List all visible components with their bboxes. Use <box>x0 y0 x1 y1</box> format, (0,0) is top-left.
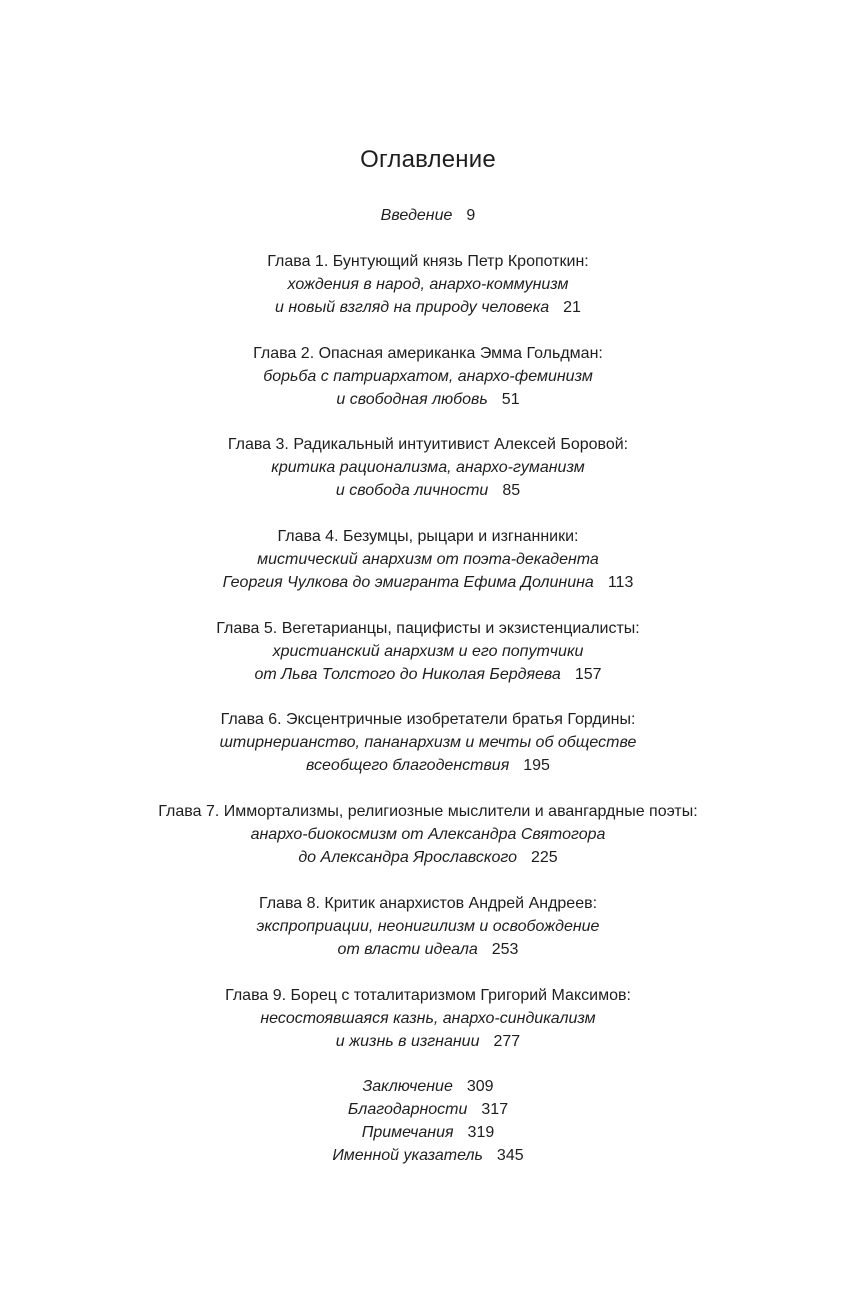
toc-page-number: 253 <box>491 941 519 958</box>
chapter-subtitle: и жизнь в изгнании <box>335 1033 480 1050</box>
chapter-subtitle-last <box>0 388 856 411</box>
toc-page-number: 319 <box>467 1124 495 1141</box>
toc-entry-label: Именной указатель <box>332 1147 483 1164</box>
chapter-heading: Глава 2. Опасная американка Эмма Гольдман: <box>253 345 603 362</box>
chapter-subtitle: штирнерианство, пананархизм и мечты об обществе <box>219 734 637 751</box>
toc-page-number: 317 <box>481 1101 509 1118</box>
chapter-subtitle-last <box>0 1030 856 1053</box>
page-title: Оглавление <box>360 146 496 173</box>
toc-page-number: 113 <box>607 574 634 591</box>
toc-page-number: 345 <box>496 1147 524 1164</box>
chapter-subtitle-last <box>0 296 856 319</box>
chapter-subtitle-last <box>0 571 856 594</box>
chapter-subtitle: анархо-биокосмизм от Александра Святогора <box>250 826 606 843</box>
chapter-subtitle: критика рационализма, анархо-гуманизм <box>271 459 585 476</box>
chapter-subtitle: Георгия Чулкова до эмигранта Ефима Долинина <box>222 574 594 591</box>
chapter-subtitle: борьба с патриархатом, анархо-феминизм <box>263 368 593 385</box>
chapter-heading: Глава 3. Радикальный интуитивист Алексей Боровой: <box>227 436 629 453</box>
chapter-heading: Глава 8. Критик анархистов Андрей Андреев: <box>258 895 598 912</box>
chapter-subtitle: христианский анархизм и его попутчики <box>272 643 584 660</box>
toc-page-number: 157 <box>574 666 602 683</box>
toc-entry-label: Заключение <box>362 1078 453 1095</box>
chapter-subtitle: экспроприации, неонигилизм и освобождение <box>256 918 600 935</box>
toc-entry-conclusion <box>0 1075 856 1098</box>
chapter-subtitle: и свободная любовь <box>336 391 488 408</box>
toc-page-number: 51 <box>501 391 520 408</box>
chapter-subtitle: и новый взгляд на природу человека <box>275 299 550 316</box>
chapter-subtitle-last <box>0 846 856 869</box>
toc-entry-name-index <box>0 1144 856 1167</box>
chapter-heading: Глава 1. Бунтующий князь Петр Кропоткин: <box>267 253 589 270</box>
chapter-subtitle-last <box>0 754 856 777</box>
chapter-heading: Глава 6. Эксцентричные изобретатели братья Гордины: <box>220 711 636 728</box>
chapter-subtitle: от Льва Толстого до Николая Бердяева <box>254 666 561 683</box>
chapter-subtitle: мистический анархизм от поэта-декадента <box>257 551 599 568</box>
chapter-subtitle: несостоявшаяся казнь, анархо-синдикализм <box>260 1010 596 1027</box>
toc-page-number: 9 <box>466 207 476 224</box>
chapter-subtitle: всеобщего благоденствия <box>306 757 510 774</box>
toc-entry-notes <box>0 1121 856 1144</box>
toc-page-number: 309 <box>466 1078 494 1095</box>
toc-entry-label: Примечания <box>361 1124 454 1141</box>
toc-page-number: 225 <box>530 849 558 866</box>
chapter-heading: Глава 5. Вегетарианцы, пацифисты и экзистенциалисты: <box>216 620 640 637</box>
chapter-heading: Глава 7. Иммортализмы, религиозные мыслители и авангардные поэты: <box>158 803 698 820</box>
chapter-subtitle: до Александра Ярославского <box>298 849 517 866</box>
toc-page-number: 195 <box>523 757 550 774</box>
chapter-heading: Глава 9. Борец с тоталитаризмом Григорий Максимов: <box>225 987 631 1004</box>
toc-entry-label: Благодарности <box>347 1101 468 1118</box>
chapter-subtitle-last <box>0 479 856 502</box>
chapter-subtitle-last <box>0 938 856 961</box>
chapter-subtitle-last <box>0 663 856 686</box>
chapter-heading: Глава 4. Безумцы, рыцари и изгнанники: <box>277 528 579 545</box>
chapter-subtitle: от власти идеала <box>337 941 478 958</box>
chapter-subtitle: хождения в народ, анархо-коммунизм <box>287 276 569 293</box>
chapter-subtitle: и свобода личности <box>335 482 489 499</box>
toc-entry-acknowledgements <box>0 1098 856 1121</box>
toc-page-number: 21 <box>563 299 581 316</box>
toc-entry-intro <box>0 204 856 227</box>
toc-entry-label: Введение <box>380 207 453 224</box>
toc-page-number: 85 <box>502 482 521 499</box>
toc-page-number: 277 <box>493 1033 521 1050</box>
